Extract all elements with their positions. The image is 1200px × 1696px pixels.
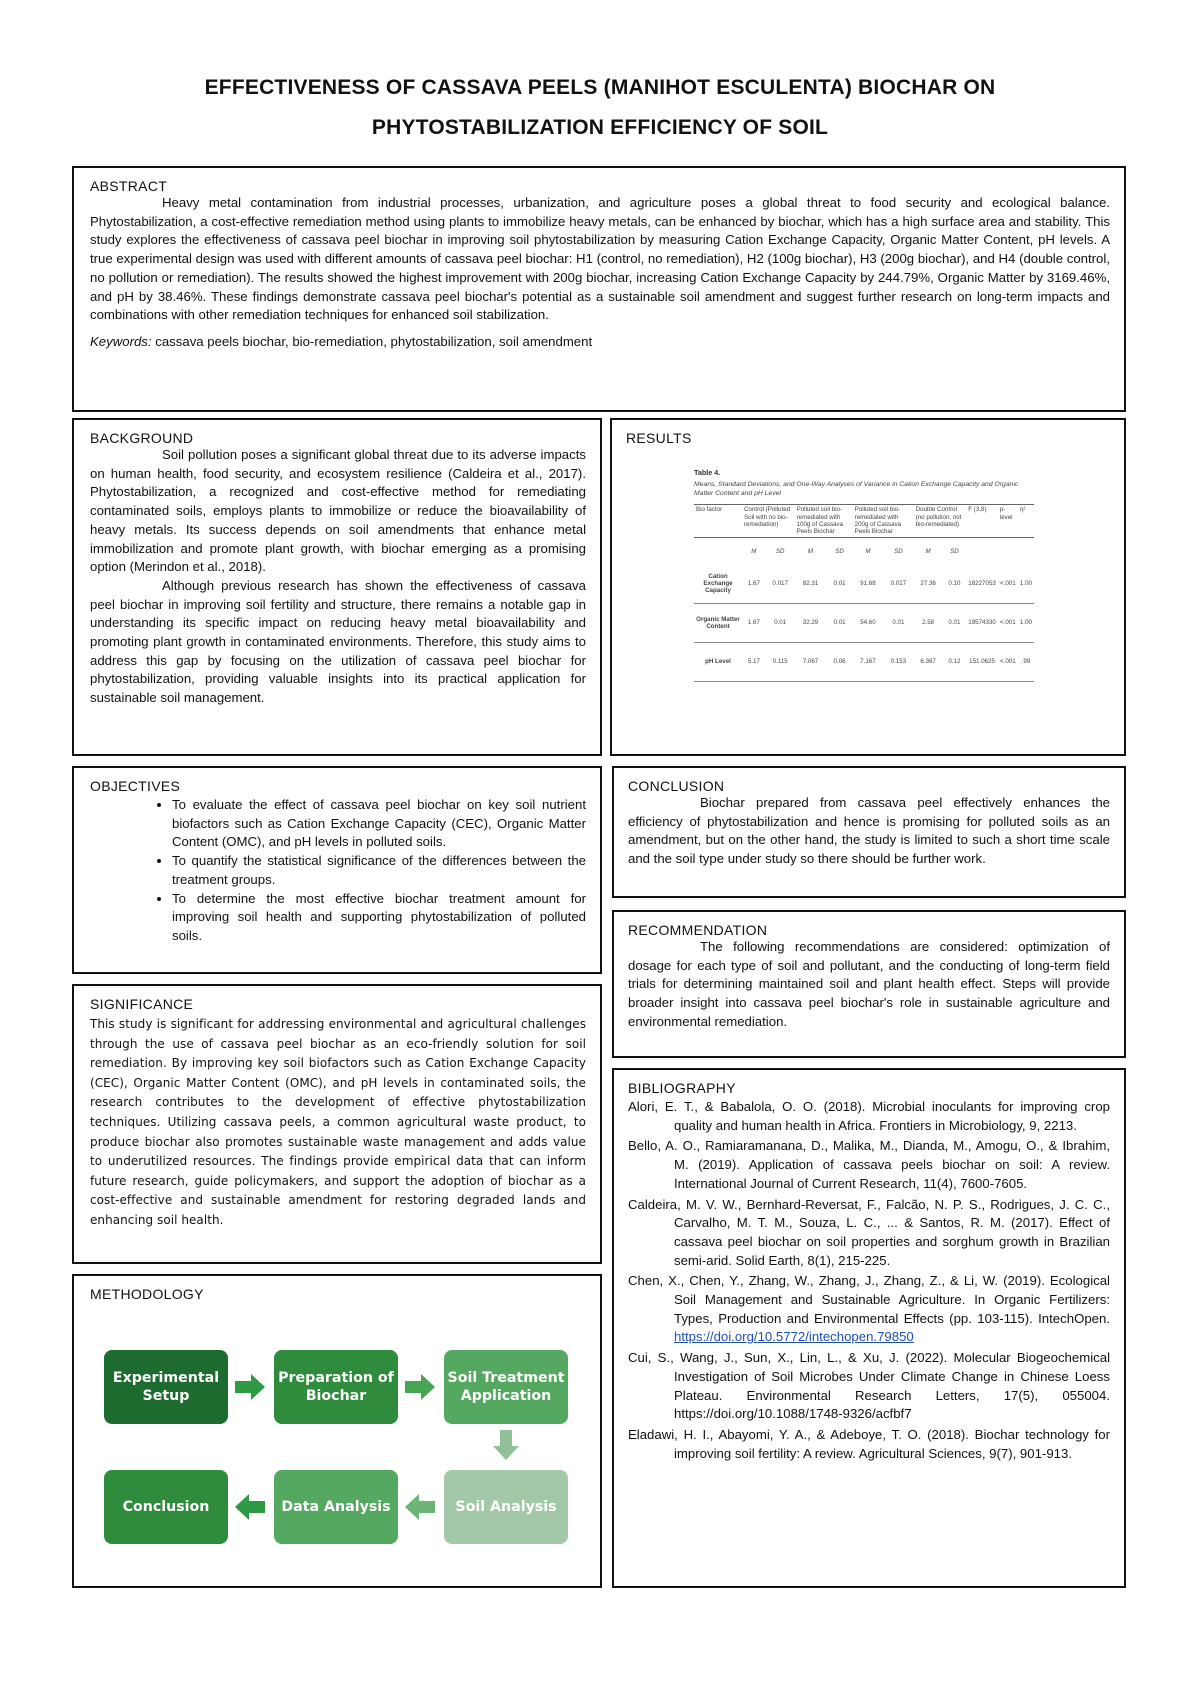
objective-item: • To determine the most effective biochar treatment amount for improving soil health and supporting phytostabilization of polluted soils. xyxy=(172,890,586,946)
flow-arrow-right-icon xyxy=(235,1374,265,1400)
table-cell: 7.167 xyxy=(853,642,884,681)
poster-title-line1: EFFECTIVENESS OF CASSAVA PEELS (MANIHOT ESCULENTA) BIOCHAR ON xyxy=(204,76,996,99)
sub-header: SD xyxy=(835,547,844,555)
bib-entry: Alori, E. T., & Babalola, O. O. (2018). Microbial inoculants for improving crop quality and human health in Africa. Frontiers in Microbiology, 9, 2213. xyxy=(628,1099,1110,1133)
col-header: Polluted soil bio-remediated with 200g of Cassava Peels Biochar xyxy=(853,505,914,538)
row-label: Cation Exchange Capacity xyxy=(694,565,742,604)
table-cell: 32.29 xyxy=(795,603,827,642)
background-paragraph-2: Although previous research has shown the effectiveness of cassava peel biochar in improving soil fertility and structure, there remains a notable gap in understanding its specific impact on reducing heavy metal bioavailability and promoting plant growth in contaminated environments. Therefore, this study aims to address this gap by focusing on the utilization of cassava peel biochar for phytostabilization, providing valuable insights into its practical application for sustainable soil management. xyxy=(90,577,586,706)
results-table xyxy=(694,504,1034,682)
table-cell: 0.10 xyxy=(943,565,967,604)
sub-header: SD xyxy=(775,547,785,555)
flow-step-soil-treatment-application: Soil Treatment Application xyxy=(444,1350,568,1424)
conclusion-body: Biochar prepared from cassava peel effectively enhances the efficiency of phytostabilization and hence is promising for polluted soils as an amendment, but on the other hand, the study is limited to such a short time scale and the soil type under study so there should be further work. xyxy=(628,795,1110,867)
flow-arrow-right-icon xyxy=(405,1374,435,1400)
table-cell: 27.36 xyxy=(914,565,943,604)
recommendation-heading: RECOMMENDATION xyxy=(628,922,768,938)
sub-header: SD xyxy=(894,547,903,555)
significance-section xyxy=(72,984,602,1264)
table-cell: 0.153 xyxy=(883,642,914,681)
objective-item: • To quantify the statistical significance of the differences between the treatment groups. xyxy=(172,852,586,889)
poster-title-line2: PHYTOSTABILIZATION EFFICIENCY OF SOIL xyxy=(371,116,829,139)
col-header: Bio factor xyxy=(694,505,742,538)
results-section xyxy=(610,418,1126,756)
table-label: Table 4. xyxy=(694,468,721,477)
abstract-section xyxy=(72,166,1126,412)
flow-arrow-down-icon xyxy=(493,1430,519,1460)
methodology-section xyxy=(72,1274,602,1588)
col-header: F (3,8) xyxy=(966,505,998,538)
recommendation-section xyxy=(612,910,1126,1058)
col-header: Control (Polluted Soil with no bio-remediation) xyxy=(742,505,795,538)
table-cell: 7.067 xyxy=(795,642,827,681)
table-subheader-row xyxy=(694,537,1034,565)
flow-step-conclusion: Conclusion xyxy=(104,1470,228,1544)
bib-entry: Cui, S., Wang, J., Sun, X., Lin, L., & Xu, J. (2022). Molecular Biogeochemical Investigation of Soil Microbes Under Climate Change in Chinese Loess Plateau. Environmental Research Letters, 17(5), 055004. https://doi.org/10.1088/1748-9326/acfbf7 xyxy=(628,1350,1110,1422)
bib-entry: Caldeira, M. V. W., Bernhard-Reversat, F., Falcão, N. P. S., Rodrigues, J. C. C., Carvalho, M. T. M., Souza, L. C., ... & Santos, R. M. (2017). Effect of cassava peel biochar on soil properties and sorghum growth in Brazilian semi-arid. Solid Earth, 8(1), 215-225. xyxy=(628,1196,1110,1268)
flow-step-experimental-setup: Experimental Setup xyxy=(104,1350,228,1424)
table-cell: 19574330 xyxy=(966,603,998,642)
sub-header: M xyxy=(807,547,814,555)
table-row xyxy=(694,603,1034,642)
significance-body: This study is significant for addressing environmental and agricultural challenges through the use of cassava peel biochar as an eco-friendly solution for soil remediation. By improving key soil biofactors such as Cation Exchange Capacity (CEC), Organic Matter Content (OMC), and pH levels in contaminated soils, the research contributes to the development of effective phytostabilization techniques. Utilizing cassava peels, a common agricultural waste product, to produce biochar also promotes sustainable waste management and adds value to underutilized resources. The findings provide empirical data that can inform future research, guide policymakers, and support the adoption of biochar as a cost-effective and sustainable amendment for restoring degraded lands and enhancing soil health. xyxy=(90,1017,586,1227)
table-cell: 82.31 xyxy=(795,565,827,604)
abstract-keywords xyxy=(90,333,1110,352)
sub-header: M xyxy=(865,547,871,555)
row-label: Organic Matter Content xyxy=(694,603,742,642)
background-paragraph-1: Soil pollution poses a significant global threat due to its adverse impacts on human health, food security, and ecosystem resilience (Caldeira et al., 2017). Phytostabilization, a recognized and cost-effective method for remediating contaminated soils, employs plants to immobilize or reduce the bioavailability of heavy metals. Its success depends on soil amendments that enhance metal immobilization and promote plant growth, with biochar emerging as a promising option (Merindon et al., 2018). xyxy=(90,447,586,575)
flow-step-preparation-of-biochar: Preparation of Biochar xyxy=(274,1350,398,1424)
table-cell: 6.367 xyxy=(914,642,943,681)
flow-step-soil-analysis: Soil Analysis xyxy=(444,1470,568,1544)
table-cell: 54.60 xyxy=(853,603,884,642)
table-row xyxy=(694,642,1034,681)
table-cell: <.001 xyxy=(998,565,1018,604)
flow-arrow-left-icon xyxy=(405,1494,435,1520)
col-header: Double Control (no pollution, not bio-remediated) xyxy=(914,505,967,538)
table-header-row xyxy=(694,505,1034,538)
table-cell: 0.017 xyxy=(883,565,914,604)
results-heading: RESULTS xyxy=(626,430,692,446)
table-cell: .99 xyxy=(1018,642,1034,681)
table-cell: 0.01 xyxy=(826,603,852,642)
row-label: pH Level xyxy=(694,642,742,681)
table-cell: 2.58 xyxy=(914,603,943,642)
objective-item: • To evaluate the effect of cassava peel biochar on key soil nutrient biofactors such as Cation Exchange Capacity (CEC), Organic Matter Content (OMC), and pH levels in polluted soils. xyxy=(172,796,586,852)
sub-header: M xyxy=(925,547,931,555)
table-cell: <.001 xyxy=(998,642,1018,681)
bibliography-list xyxy=(628,1098,1110,1463)
table-cell: 151.0625 xyxy=(966,642,998,681)
table-cell: 0.12 xyxy=(943,642,967,681)
col-header: p-level xyxy=(998,505,1018,538)
bib-entry xyxy=(628,1272,1110,1347)
table-cell: 1.67 xyxy=(742,603,766,642)
col-header: Polluted soil bio-remediated with 100g of Cassava Peels Biochar xyxy=(795,505,853,538)
table-cell: 91.68 xyxy=(853,565,884,604)
table-cell: 0.01 xyxy=(883,603,914,642)
table-cell: 0.01 xyxy=(826,565,852,604)
abstract-body: Heavy metal contamination from industrial processes, urbanization, and agriculture poses a global threat to food security and ecological balance. Phytostabilization, a cost-effective remediation method using plants to immobilize heavy metals, can be enhanced by biochar, which has a high surface area and stability. This study explores the effectiveness of cassava peel biochar in improving soil phytostabilization by measuring Cation Exchange Capacity, Organic Matter Content, pH levels. A true experimental design was used with different amounts of cassava peel biochar: H1 (control, no remediation), H2 (100g biochar), H3 (200g biochar), and H4 (double control, no pollution or remediation). The results showed the highest improvement with 200g biochar, increasing Cation Exchange Capacity by 244.79%, Organic Matter by 3169.46%, and pH by 38.46%. These findings demonstrate cassava peel biochar's potential as a sustainable soil amendment and suggest further research on long-term impacts and combinations with other remediation techniques for enhanced soil stabilization. xyxy=(90,195,1110,323)
recommendation-body: The following recommendations are considered: optimization of dosage for each type of soil and pollutant, and the conducting of long-term field trials for determining maintained soil and plant health effect. Steps will provide broader insight into cassava peel biochar's role in sustainable agriculture and environmental remediation. xyxy=(628,939,1110,1029)
abstract-heading: ABSTRACT xyxy=(90,178,168,194)
bibliography-section xyxy=(612,1068,1126,1588)
objectives-list xyxy=(90,796,586,946)
significance-heading: SIGNIFICANCE xyxy=(90,996,194,1012)
table-cell: 0.01 xyxy=(943,603,967,642)
table-cell: 0.06 xyxy=(826,642,852,681)
table-cell: 0.115 xyxy=(766,642,795,681)
table-row xyxy=(694,565,1034,604)
objectives-section xyxy=(72,766,602,974)
background-section xyxy=(72,418,602,756)
bib-entry: Bello, A. O., Ramiaramanana, D., Malika, M., Dianda, M., Amogu, O., & Ibrahim, M. (2019). Application of cassava peels biochar on soil: A review. International Journal of Current Research, 11(4), 7600-7605. xyxy=(628,1138,1110,1191)
bib-entry-text: Chen, X., Chen, Y., Zhang, W., Zhang, J., Zhang, Z., & Li, W. (2019). Ecological Soil Management and Sustainable Agriculture. In Organic Fertilizers: Types, Production and Environmental Effects (pp. 103-115). IntechOpen. xyxy=(628,1273,1110,1326)
keywords-label: Keywords: xyxy=(90,333,152,349)
table-cell: 1.00 xyxy=(1018,603,1034,642)
table-cell: 1.67 xyxy=(742,565,766,604)
sub-header: SD xyxy=(950,547,959,555)
objectives-heading: OBJECTIVES xyxy=(90,778,181,794)
conclusion-heading: CONCLUSION xyxy=(628,778,725,794)
methodology-heading: METHODOLOGY xyxy=(90,1286,204,1302)
results-table-wrapper xyxy=(694,468,1034,682)
table-cell: <.001 xyxy=(998,603,1018,642)
table-caption: Means, Standard Deviations, and One-Way Analyses of Variance in Cation Exchange Capacity and Organic Matter Content and pH Level xyxy=(694,481,1019,497)
table-cell: 1.00 xyxy=(1018,565,1034,604)
flow-arrow-left-icon xyxy=(235,1494,265,1520)
table-cell: 5.17 xyxy=(742,642,766,681)
sub-header: M xyxy=(751,547,757,555)
table-cell: 0.01 xyxy=(766,603,795,642)
table-cell: 0.017 xyxy=(766,565,795,604)
background-heading: BACKGROUND xyxy=(90,430,194,446)
bib-entry: Eladawi, H. I., Abayomi, Y. A., & Adeboye, T. O. (2018). Biochar technology for improving soil fertility: A review. Agricultural Sciences, 9(7), 901-913. xyxy=(628,1426,1110,1461)
col-header: η² xyxy=(1018,505,1034,538)
conclusion-section xyxy=(612,766,1126,898)
bib-doi-link[interactable]: https://doi.org/10.5772/intechopen.79850 xyxy=(674,1329,914,1345)
flow-step-data-analysis: Data Analysis xyxy=(274,1470,398,1544)
table-cell: 18227053 xyxy=(966,565,998,604)
keywords-text: cassava peels biochar, bio-remediation, phytostabilization, soil amendment xyxy=(151,333,593,349)
bibliography-heading: BIBLIOGRAPHY xyxy=(628,1080,736,1096)
